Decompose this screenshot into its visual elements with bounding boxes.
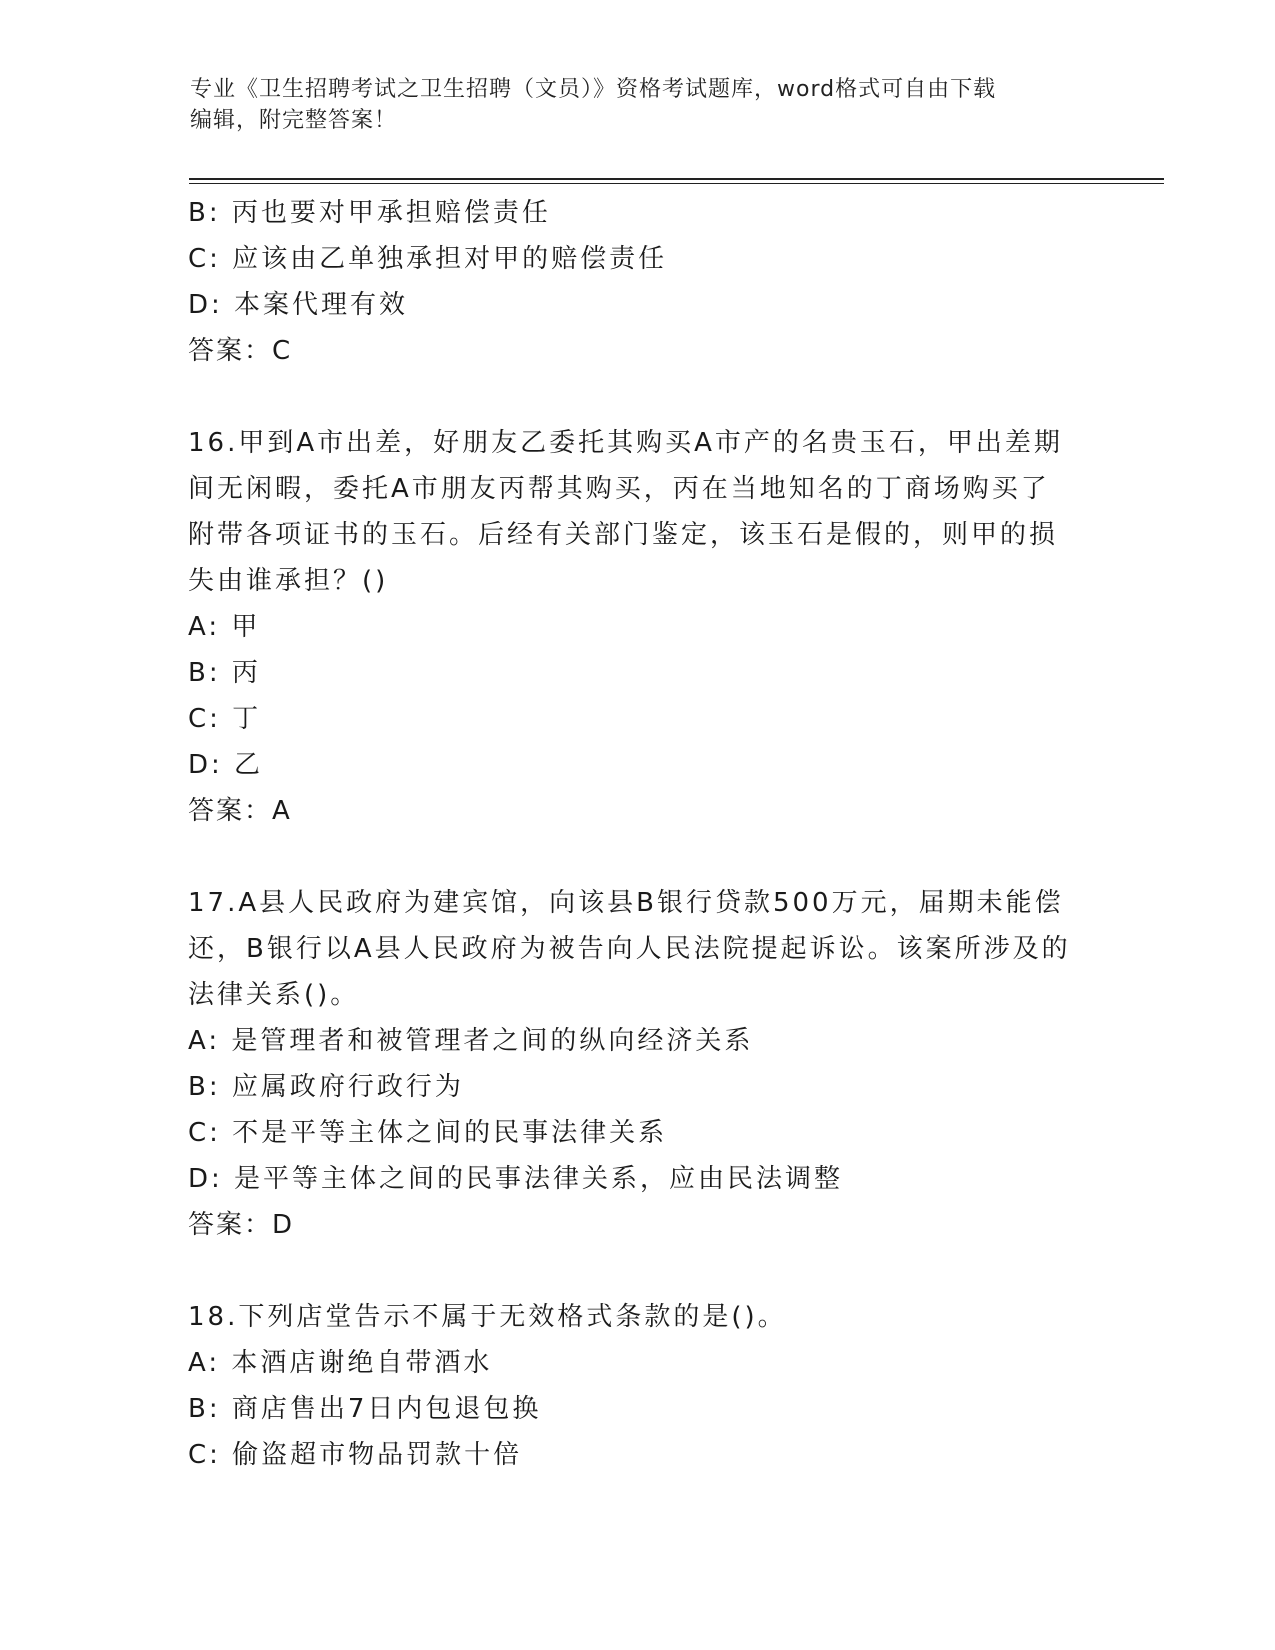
- header-divider: [189, 183, 1164, 184]
- option-a: A: 本酒店谢绝自带酒水: [188, 1348, 493, 1378]
- option-c: C: 应该由乙单独承担对甲的赔偿责任: [188, 244, 668, 274]
- question-block: [188, 880, 1088, 1248]
- answer-line: 答案：D: [188, 1210, 295, 1240]
- option-b: B: 丙也要对甲承担赔偿责任: [188, 198, 551, 228]
- answer-line: 答案：C: [188, 336, 293, 366]
- option-a: A: 甲: [188, 612, 261, 642]
- option-c: C: 偷盗超市物品罚款十倍: [188, 1440, 523, 1470]
- header-line: 专业《卫生招聘考试之卫生招聘（文员）》资格考试题库，word格式可自由下载: [190, 77, 997, 102]
- option-b: B: 商店售出7日内包退包换: [188, 1394, 542, 1424]
- option-c: C: 丁: [188, 704, 262, 734]
- question-text-line: 间无闲暇，委托A市朋友丙帮其购买，丙在当地知名的丁商场购买了: [188, 474, 1050, 504]
- question-text-line: 17.A县人民政府为建宾馆，向该县B银行贷款500万元，届期未能偿: [188, 888, 1064, 918]
- option-b: B: 应属政府行政行为: [188, 1072, 464, 1102]
- document-header: [190, 74, 1090, 136]
- answer-line: 答案：A: [188, 796, 292, 826]
- question-list: [188, 190, 1088, 1478]
- header-line: 编辑，附完整答案！: [190, 108, 398, 133]
- question-block: [188, 1294, 1088, 1478]
- question-text-line: 失由谁承担？(): [188, 566, 389, 596]
- question-block: [188, 420, 1088, 834]
- option-d: D: 是平等主体之间的民事法律关系，应由民法调整: [188, 1164, 844, 1194]
- question-text-line: 还，B银行以A县人民政府为被告向人民法院提起诉讼。该案所涉及的: [188, 934, 1071, 964]
- option-c: C: 不是平等主体之间的民事法律关系: [188, 1118, 668, 1148]
- question-text-line: 附带各项证书的玉石。后经有关部门鉴定，该玉石是假的，则甲的损: [188, 520, 1059, 550]
- header-divider: [189, 178, 1164, 180]
- question-text-line: 16.甲到A市出差，好朋友乙委托其购买A市产的名贵玉石，甲出差期: [188, 428, 1063, 458]
- option-a: A: 是管理者和被管理者之间的纵向经济关系: [188, 1026, 754, 1056]
- question-text-line: 18.下列店堂告示不属于无效格式条款的是()。: [188, 1302, 787, 1332]
- option-b: B: 丙: [188, 658, 261, 688]
- option-d: D: 乙: [188, 750, 264, 780]
- question-block: [188, 190, 1088, 374]
- question-text-line: 法律关系()。: [188, 980, 360, 1010]
- option-d: D: 本案代理有效: [188, 290, 409, 320]
